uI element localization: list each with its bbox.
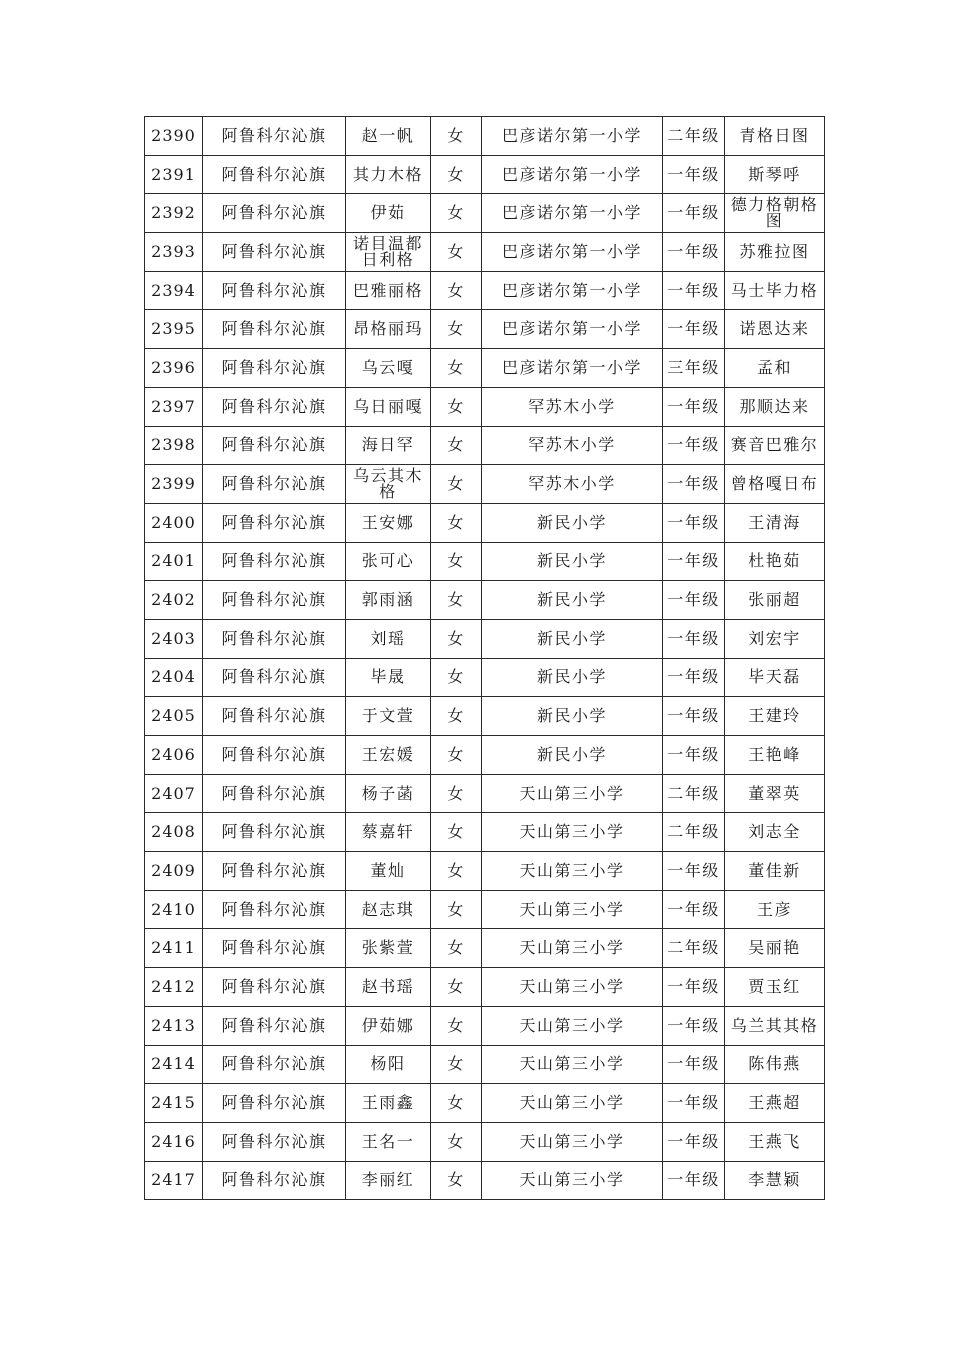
row-number: 2411	[145, 929, 203, 968]
grade-cell: 一年级	[663, 697, 725, 736]
table-row	[145, 426, 825, 465]
teacher-name-cell: 李慧颖	[725, 1161, 825, 1200]
gender-cell: 女	[431, 503, 482, 542]
region-cell: 阿鲁科尔沁旗	[203, 929, 346, 968]
table-row	[145, 736, 825, 775]
region-cell: 阿鲁科尔沁旗	[203, 155, 346, 194]
row-number: 2413	[145, 1006, 203, 1045]
row-number: 2406	[145, 736, 203, 775]
student-name-cell: 伊茹娜	[346, 1006, 431, 1045]
table-row	[145, 774, 825, 813]
teacher-name-cell: 曾格嘎日布	[725, 465, 825, 504]
teacher-name-cell: 德力格朝格图	[725, 194, 825, 233]
row-number: 2394	[145, 271, 203, 310]
table-row	[145, 929, 825, 968]
row-number: 2403	[145, 619, 203, 658]
region-cell: 阿鲁科尔沁旗	[203, 542, 346, 581]
school-cell: 天山第三小学	[482, 1045, 663, 1084]
table-row	[145, 968, 825, 1007]
region-cell: 阿鲁科尔沁旗	[203, 194, 346, 233]
student-name-cell: 乌日丽嘎	[346, 387, 431, 426]
region-cell: 阿鲁科尔沁旗	[203, 233, 346, 272]
teacher-name-cell: 斯琴呼	[725, 155, 825, 194]
teacher-name-cell: 王燕超	[725, 1084, 825, 1123]
teacher-name-cell: 董佳新	[725, 852, 825, 891]
teacher-name-cell: 诺恩达来	[725, 310, 825, 349]
region-cell: 阿鲁科尔沁旗	[203, 968, 346, 1007]
grade-cell: 一年级	[663, 619, 725, 658]
table-row	[145, 1161, 825, 1200]
table-row	[145, 1084, 825, 1123]
teacher-name-cell: 董翠英	[725, 774, 825, 813]
gender-cell: 女	[431, 117, 482, 156]
school-cell: 天山第三小学	[482, 813, 663, 852]
grade-cell: 一年级	[663, 1006, 725, 1045]
gender-cell: 女	[431, 1006, 482, 1045]
region-cell: 阿鲁科尔沁旗	[203, 271, 346, 310]
student-name-cell: 伊茹	[346, 194, 431, 233]
row-number: 2397	[145, 387, 203, 426]
row-number: 2409	[145, 852, 203, 891]
student-name-cell: 李丽红	[346, 1161, 431, 1200]
row-number: 2390	[145, 117, 203, 156]
student-name-cell: 其力木格	[346, 155, 431, 194]
region-cell: 阿鲁科尔沁旗	[203, 890, 346, 929]
row-number: 2407	[145, 774, 203, 813]
row-number: 2398	[145, 426, 203, 465]
school-cell: 新民小学	[482, 736, 663, 775]
school-cell: 巴彦诺尔第一小学	[482, 194, 663, 233]
table-row	[145, 1045, 825, 1084]
teacher-name-cell: 王彦	[725, 890, 825, 929]
school-cell: 巴彦诺尔第一小学	[482, 271, 663, 310]
grade-cell: 一年级	[663, 1045, 725, 1084]
grade-cell: 一年级	[663, 426, 725, 465]
region-cell: 阿鲁科尔沁旗	[203, 1161, 346, 1200]
region-cell: 阿鲁科尔沁旗	[203, 1122, 346, 1161]
grade-cell: 一年级	[663, 233, 725, 272]
row-number: 2392	[145, 194, 203, 233]
student-name-cell: 杨阳	[346, 1045, 431, 1084]
student-name-cell: 张紫萱	[346, 929, 431, 968]
student-name-cell: 赵志琪	[346, 890, 431, 929]
table-row	[145, 619, 825, 658]
gender-cell: 女	[431, 271, 482, 310]
gender-cell: 女	[431, 774, 482, 813]
region-cell: 阿鲁科尔沁旗	[203, 1045, 346, 1084]
teacher-name-cell: 王建玲	[725, 697, 825, 736]
row-number: 2415	[145, 1084, 203, 1123]
roster-body	[145, 117, 825, 1200]
teacher-name-cell: 贾玉红	[725, 968, 825, 1007]
table-row	[145, 387, 825, 426]
grade-cell: 一年级	[663, 271, 725, 310]
table-row	[145, 271, 825, 310]
student-name-cell: 杨子菡	[346, 774, 431, 813]
teacher-name-cell: 王燕飞	[725, 1122, 825, 1161]
gender-cell: 女	[431, 1122, 482, 1161]
student-name-cell: 诺目温都日利格	[346, 233, 431, 272]
table-row	[145, 1122, 825, 1161]
grade-cell: 一年级	[663, 387, 725, 426]
teacher-name-cell: 毕天磊	[725, 658, 825, 697]
table-row	[145, 1006, 825, 1045]
gender-cell: 女	[431, 194, 482, 233]
grade-cell: 一年级	[663, 465, 725, 504]
school-cell: 巴彦诺尔第一小学	[482, 349, 663, 388]
grade-cell: 一年级	[663, 890, 725, 929]
student-name-cell: 张可心	[346, 542, 431, 581]
row-number: 2405	[145, 697, 203, 736]
grade-cell: 二年级	[663, 774, 725, 813]
teacher-name-cell: 吴丽艳	[725, 929, 825, 968]
student-name-cell: 董灿	[346, 852, 431, 891]
gender-cell: 女	[431, 890, 482, 929]
teacher-name-cell: 杜艳茹	[725, 542, 825, 581]
school-cell: 巴彦诺尔第一小学	[482, 310, 663, 349]
region-cell: 阿鲁科尔沁旗	[203, 387, 346, 426]
school-cell: 天山第三小学	[482, 774, 663, 813]
teacher-name-cell: 刘宏宇	[725, 619, 825, 658]
roster-table	[144, 116, 825, 1200]
table-row	[145, 503, 825, 542]
teacher-name-cell: 陈伟燕	[725, 1045, 825, 1084]
gender-cell: 女	[431, 813, 482, 852]
school-cell: 罕苏木小学	[482, 387, 663, 426]
school-cell: 天山第三小学	[482, 929, 663, 968]
row-number: 2414	[145, 1045, 203, 1084]
row-number: 2400	[145, 503, 203, 542]
gender-cell: 女	[431, 426, 482, 465]
student-name-cell: 蔡嘉轩	[346, 813, 431, 852]
grade-cell: 一年级	[663, 155, 725, 194]
grade-cell: 一年级	[663, 1084, 725, 1123]
school-cell: 新民小学	[482, 619, 663, 658]
grade-cell: 一年级	[663, 542, 725, 581]
grade-cell: 一年级	[663, 658, 725, 697]
gender-cell: 女	[431, 349, 482, 388]
grade-cell: 一年级	[663, 194, 725, 233]
school-cell: 天山第三小学	[482, 1006, 663, 1045]
gender-cell: 女	[431, 968, 482, 1007]
teacher-name-cell: 马士毕力格	[725, 271, 825, 310]
grade-cell: 二年级	[663, 813, 725, 852]
gender-cell: 女	[431, 619, 482, 658]
grade-cell: 二年级	[663, 117, 725, 156]
gender-cell: 女	[431, 233, 482, 272]
student-name-cell: 巴雅丽格	[346, 271, 431, 310]
table-row	[145, 117, 825, 156]
school-cell: 天山第三小学	[482, 1084, 663, 1123]
table-row	[145, 697, 825, 736]
school-cell: 天山第三小学	[482, 890, 663, 929]
gender-cell: 女	[431, 1045, 482, 1084]
region-cell: 阿鲁科尔沁旗	[203, 503, 346, 542]
region-cell: 阿鲁科尔沁旗	[203, 658, 346, 697]
student-name-cell: 郭雨涵	[346, 581, 431, 620]
grade-cell: 一年级	[663, 736, 725, 775]
gender-cell: 女	[431, 852, 482, 891]
gender-cell: 女	[431, 465, 482, 504]
row-number: 2416	[145, 1122, 203, 1161]
student-name-cell: 王宏媛	[346, 736, 431, 775]
teacher-name-cell: 那顺达来	[725, 387, 825, 426]
region-cell: 阿鲁科尔沁旗	[203, 813, 346, 852]
student-name-cell: 赵一帆	[346, 117, 431, 156]
table-row	[145, 658, 825, 697]
gender-cell: 女	[431, 387, 482, 426]
region-cell: 阿鲁科尔沁旗	[203, 426, 346, 465]
teacher-name-cell: 孟和	[725, 349, 825, 388]
region-cell: 阿鲁科尔沁旗	[203, 619, 346, 658]
row-number: 2391	[145, 155, 203, 194]
table-row	[145, 194, 825, 233]
teacher-name-cell: 乌兰其其格	[725, 1006, 825, 1045]
row-number: 2417	[145, 1161, 203, 1200]
region-cell: 阿鲁科尔沁旗	[203, 852, 346, 891]
row-number: 2399	[145, 465, 203, 504]
teacher-name-cell: 青格日图	[725, 117, 825, 156]
gender-cell: 女	[431, 581, 482, 620]
grade-cell: 一年级	[663, 968, 725, 1007]
student-name-cell: 赵书瑶	[346, 968, 431, 1007]
student-name-cell: 海日罕	[346, 426, 431, 465]
school-cell: 天山第三小学	[482, 968, 663, 1007]
grade-cell: 一年级	[663, 852, 725, 891]
school-cell: 天山第三小学	[482, 1161, 663, 1200]
table-row	[145, 465, 825, 504]
student-name-cell: 王安娜	[346, 503, 431, 542]
region-cell: 阿鲁科尔沁旗	[203, 1084, 346, 1123]
student-name-cell: 乌云其木格	[346, 465, 431, 504]
grade-cell: 一年级	[663, 1122, 725, 1161]
row-number: 2404	[145, 658, 203, 697]
gender-cell: 女	[431, 929, 482, 968]
grade-cell: 二年级	[663, 929, 725, 968]
school-cell: 罕苏木小学	[482, 426, 663, 465]
teacher-name-cell: 王艳峰	[725, 736, 825, 775]
region-cell: 阿鲁科尔沁旗	[203, 774, 346, 813]
row-number: 2412	[145, 968, 203, 1007]
gender-cell: 女	[431, 542, 482, 581]
student-name-cell: 乌云嘎	[346, 349, 431, 388]
teacher-name-cell: 王清海	[725, 503, 825, 542]
table-row	[145, 233, 825, 272]
student-name-cell: 昂格丽玛	[346, 310, 431, 349]
region-cell: 阿鲁科尔沁旗	[203, 349, 346, 388]
teacher-name-cell: 赛音巴雅尔	[725, 426, 825, 465]
teacher-name-cell: 苏雅拉图	[725, 233, 825, 272]
student-name-cell: 毕晟	[346, 658, 431, 697]
student-name-cell: 王名一	[346, 1122, 431, 1161]
school-cell: 新民小学	[482, 542, 663, 581]
gender-cell: 女	[431, 1084, 482, 1123]
table-row	[145, 581, 825, 620]
table-row	[145, 349, 825, 388]
gender-cell: 女	[431, 310, 482, 349]
school-cell: 巴彦诺尔第一小学	[482, 233, 663, 272]
region-cell: 阿鲁科尔沁旗	[203, 465, 346, 504]
school-cell: 新民小学	[482, 581, 663, 620]
table-row	[145, 890, 825, 929]
teacher-name-cell: 张丽超	[725, 581, 825, 620]
teacher-name-cell: 刘志全	[725, 813, 825, 852]
region-cell: 阿鲁科尔沁旗	[203, 117, 346, 156]
school-cell: 巴彦诺尔第一小学	[482, 155, 663, 194]
gender-cell: 女	[431, 658, 482, 697]
grade-cell: 三年级	[663, 349, 725, 388]
row-number: 2408	[145, 813, 203, 852]
row-number: 2396	[145, 349, 203, 388]
school-cell: 天山第三小学	[482, 1122, 663, 1161]
grade-cell: 一年级	[663, 1161, 725, 1200]
row-number: 2410	[145, 890, 203, 929]
gender-cell: 女	[431, 155, 482, 194]
student-name-cell: 王雨鑫	[346, 1084, 431, 1123]
region-cell: 阿鲁科尔沁旗	[203, 581, 346, 620]
table-row	[145, 542, 825, 581]
table-row	[145, 155, 825, 194]
row-number: 2401	[145, 542, 203, 581]
school-cell: 罕苏木小学	[482, 465, 663, 504]
region-cell: 阿鲁科尔沁旗	[203, 697, 346, 736]
school-cell: 新民小学	[482, 697, 663, 736]
table-row	[145, 310, 825, 349]
gender-cell: 女	[431, 697, 482, 736]
region-cell: 阿鲁科尔沁旗	[203, 736, 346, 775]
gender-cell: 女	[431, 1161, 482, 1200]
student-name-cell: 于文萱	[346, 697, 431, 736]
school-cell: 新民小学	[482, 658, 663, 697]
table-row	[145, 813, 825, 852]
grade-cell: 一年级	[663, 310, 725, 349]
row-number: 2402	[145, 581, 203, 620]
school-cell: 天山第三小学	[482, 852, 663, 891]
grade-cell: 一年级	[663, 503, 725, 542]
row-number: 2395	[145, 310, 203, 349]
school-cell: 新民小学	[482, 503, 663, 542]
table-row	[145, 852, 825, 891]
grade-cell: 一年级	[663, 581, 725, 620]
region-cell: 阿鲁科尔沁旗	[203, 310, 346, 349]
region-cell: 阿鲁科尔沁旗	[203, 1006, 346, 1045]
row-number: 2393	[145, 233, 203, 272]
school-cell: 巴彦诺尔第一小学	[482, 117, 663, 156]
student-name-cell: 刘瑶	[346, 619, 431, 658]
gender-cell: 女	[431, 736, 482, 775]
